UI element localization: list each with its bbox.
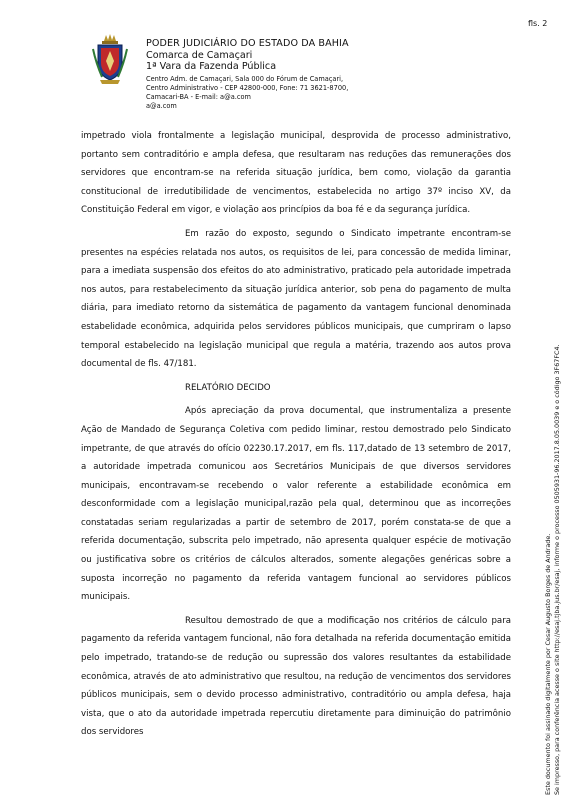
page-number: fls. 2 [528, 19, 548, 28]
body-paragraph: impetrado viola frontalmente a legislação municipal, desprovida de processo administrativo, portanto sem contraditório e ampla defesa, que resultaram nas reduções das remunerações dos servidores que encontram-se na referida situação jurídica, bem como, violação da garantia constitucional de irredutibilidade de vencimentos, estabelecida no artigo 37º inciso XV, da Constituição Federal em vigor, e violação aos princípios da boa fé e da segurança jurídica. [81, 131, 511, 216]
address-line: a@a.com [146, 102, 177, 111]
address-line: Centro Administrativo - CEP 42800-000, Fone: 71 3621-8700, [146, 83, 349, 92]
state-coat-of-arms-logo [92, 33, 128, 85]
address-line: Centro Adm. de Camaçari, Sala 000 do Fórum de Camaçari, [146, 74, 344, 83]
body-paragraph: Em razão do exposto, segundo o Sindicato impetrante encontram-se presentes na espécies relatada nos autos, os requisitos de lei, para concessão de medida liminar, para a imediata suspensão dos efeitos do ato administrativo, praticado pela autoridade impetrada nos autos, para restabelecimento da situação jurídica anterior, sob pena do pagamento de multa diária, para imediato retorno da sistemática de pagamento da vantagem funcional denominada estabelidade econômica, adquirida pelos servidores públicos municipais, que cumpriram o lapso temporal estabelecido na legislação municipal que regula a matéria, trazendo aos autos prova documental de fls. 47/181. [81, 228, 511, 370]
document-body [81, 127, 511, 747]
signature-note-line: Este documento foi assinado digitalmente por Cesar Augusto Borges de Andrade. [544, 533, 552, 795]
court-name: PODER JUDICIÁRIO DO ESTADO DA BAHIA [146, 38, 349, 49]
body-paragraph: Após apreciação da prova documental, que instrumentaliza a presente Ação de Mandado de Segurança Coletiva com pedido liminar, restou demostrado pelo Sindicato impetrante, de que através do ofício 02230.17.2017, em fls. 117,datado de 13 setembro de 2017, a autoridade impetrada comunicou aos Secretários Municipais de que diversos servidores municipais, encontravam-se recebendo o valor referente a estabilidade econômica em desconformidade com a legislação municipal,razão pela qual, determinou que as incorreções constatadas seriam regularizadas a partir de setembro de 2017, porém constata-se de que a referida documentação, subscrita pelo impetrado, não apresenta qualquer espécie de motivação ou justificativa sobre os critérios de cálculos alterados, somente alegações genéricas sobre a suposta incorreção no pagamento da referida vantagem funcional ao servidores públicos municipais. [81, 406, 511, 603]
verification-note-line: Se impresso, para conferência acesse o site http://esaj.tjba.jus.br/esaj, informe o processo 0505931-96.2017.8.05.0039 e o código 3F67FC4. [552, 344, 561, 795]
court-header [146, 38, 416, 111]
court-district: Comarca de Camaçari [146, 49, 253, 61]
body-paragraph: Resultou demostrado de que a modificação nos critérios de cálculo para pagamento da referida vantagem funcional, não fora detalhada na referida documentação emitida pelo impetrado, tratando-se de redução ou supressão dos valores resultantes da estabilidade econômica, através de ato administrativo que resultou, na redução de vencimentos dos servidores públicos municipais, sem o devido processo administrativo, contraditório ou ampla defesa, haja vista, que o ato da autoridade impetrada repercutiu diretamente para diminuição do patrimônio dos servidores [81, 615, 511, 738]
address-line: Camacari-BA - E-mail: a@a.com [146, 92, 251, 101]
court-address [146, 75, 416, 112]
court-branch: 1ª Vara da Fazenda Pública [146, 61, 277, 72]
digital-signature-note [544, 344, 561, 795]
section-title: RELATÓRIO DECIDO [185, 382, 271, 393]
